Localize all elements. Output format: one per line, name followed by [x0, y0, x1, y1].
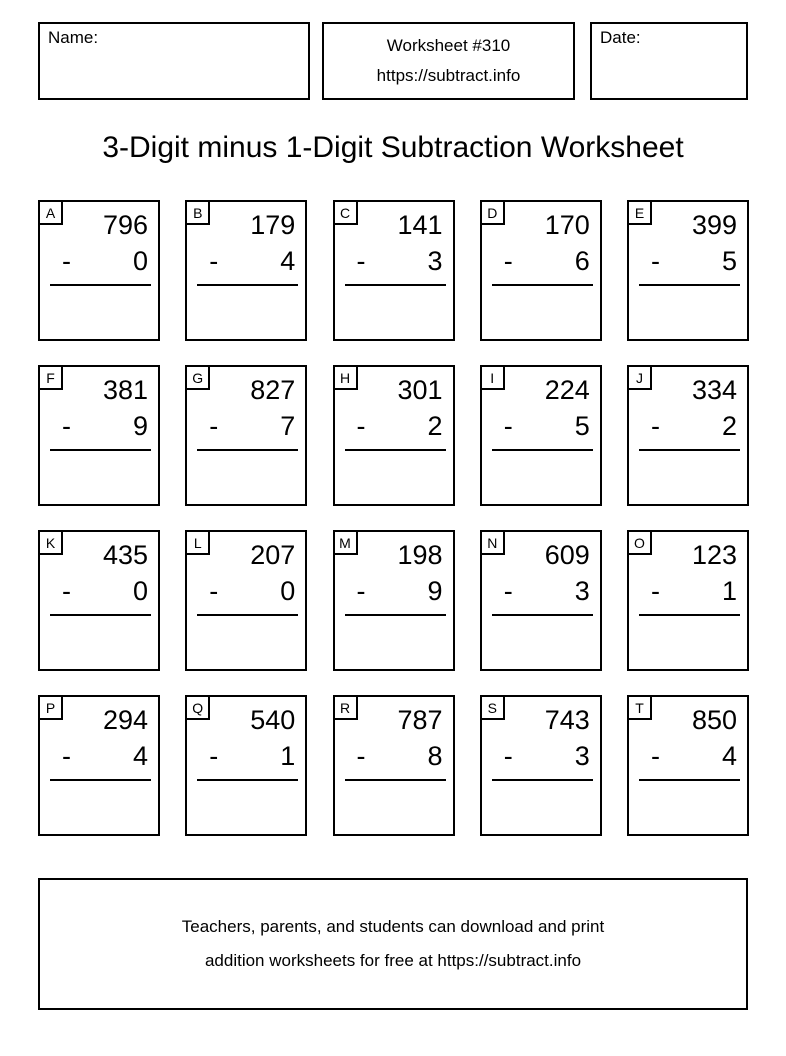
subtrahend: 4 [132, 741, 148, 771]
subtraction-row [482, 408, 600, 444]
footer-line-1: Teachers, parents, and students can download and print [181, 917, 605, 936]
subtrahend: 2 [427, 411, 443, 441]
answer-line [50, 779, 151, 781]
problem-cell-i [480, 365, 602, 506]
problem-letter: S [482, 697, 505, 720]
name-label: Name: [48, 28, 99, 47]
subtraction-row [482, 738, 600, 774]
subtraction-row [40, 408, 158, 444]
answer-line [639, 614, 740, 616]
minuend: 207 [250, 540, 296, 570]
problem-letter: I [482, 367, 505, 390]
problem-letter: C [335, 202, 358, 225]
problem-cell-m [333, 530, 455, 671]
subtrahend: 4 [280, 246, 296, 276]
answer-line [197, 779, 298, 781]
minus-operator: - [651, 576, 660, 606]
subtraction-row [187, 243, 305, 279]
subtraction-row [629, 408, 747, 444]
minuend: 827 [250, 375, 296, 405]
problem-letter: P [40, 697, 63, 720]
subtraction-row [482, 243, 600, 279]
problem-letter: G [187, 367, 210, 390]
subtraction-row [335, 243, 453, 279]
problem-letter: T [629, 697, 652, 720]
answer-line [345, 449, 446, 451]
problem-cell-h [333, 365, 455, 506]
subtrahend: 7 [280, 411, 296, 441]
subtraction-row [629, 573, 747, 609]
subtrahend: 1 [280, 741, 296, 771]
problem-cell-t [627, 695, 749, 836]
subtraction-row [335, 738, 453, 774]
minus-operator: - [503, 411, 513, 441]
subtraction-row [629, 243, 747, 279]
subtrahend: 5 [574, 411, 590, 441]
answer-line [197, 449, 298, 451]
minus-operator: - [503, 576, 513, 606]
problem-cell-o [627, 530, 749, 671]
problem-cell-n [480, 530, 602, 671]
minuend: 399 [691, 210, 737, 240]
minus-operator: - [62, 741, 71, 771]
minuend: 179 [250, 210, 296, 240]
problem-cell-d [480, 200, 602, 341]
problem-cell-b [185, 200, 307, 341]
subtraction-row [40, 243, 158, 279]
minus-operator: - [651, 741, 660, 771]
problem-grid [38, 200, 749, 836]
problem-letter: L [187, 532, 210, 555]
problem-cell-p [38, 695, 160, 836]
minuend: 850 [691, 705, 737, 735]
minus-operator: - [356, 246, 366, 276]
minuend: 123 [691, 540, 737, 570]
answer-line [345, 614, 446, 616]
problem-cell-e [627, 200, 749, 341]
problem-letter: J [629, 367, 652, 390]
problem-cell-q [185, 695, 307, 836]
problem-letter: H [335, 367, 358, 390]
problem-letter: K [40, 532, 63, 555]
minus-operator: - [209, 576, 219, 606]
answer-line [197, 284, 298, 286]
minuend: 198 [397, 540, 443, 570]
answer-line [345, 779, 446, 781]
subtrahend: 3 [574, 576, 590, 606]
worksheet-url: https://subtract.info [376, 66, 521, 85]
minus-operator: - [651, 411, 660, 441]
subtrahend: 6 [574, 246, 590, 276]
minus-operator: - [356, 411, 366, 441]
problem-letter: F [40, 367, 63, 390]
subtrahend: 1 [721, 576, 737, 606]
minuend: 435 [102, 540, 148, 570]
answer-line [50, 284, 151, 286]
answer-line [345, 284, 446, 286]
minus-operator: - [209, 411, 219, 441]
subtrahend: 0 [132, 576, 148, 606]
footer-line-2: addition worksheets for free at https://subtract.info [204, 951, 582, 970]
problem-letter: O [629, 532, 652, 555]
problem-letter: E [629, 202, 652, 225]
worksheet-number: Worksheet #310 [386, 36, 511, 55]
minuend: 301 [397, 375, 443, 405]
problem-cell-g [185, 365, 307, 506]
subtrahend: 9 [132, 411, 148, 441]
subtraction-row [187, 573, 305, 609]
problem-letter: B [187, 202, 210, 225]
answer-line [492, 449, 593, 451]
subtraction-row [187, 408, 305, 444]
minuend: 170 [544, 210, 590, 240]
problem-letter: N [482, 532, 505, 555]
answer-line [492, 779, 593, 781]
answer-line [197, 614, 298, 616]
subtrahend: 0 [132, 246, 148, 276]
answer-line [50, 449, 151, 451]
minuend: 294 [102, 705, 148, 735]
minus-operator: - [209, 741, 219, 771]
problem-letter: D [482, 202, 505, 225]
problem-letter: M [335, 532, 358, 555]
subtrahend: 5 [721, 246, 737, 276]
answer-line [639, 449, 740, 451]
date-label: Date: [600, 28, 641, 47]
problem-letter: Q [187, 697, 210, 720]
subtrahend: 2 [721, 411, 737, 441]
subtraction-row [482, 573, 600, 609]
problem-letter: A [40, 202, 63, 225]
subtraction-row [629, 738, 747, 774]
problem-cell-r [333, 695, 455, 836]
problem-cell-l [185, 530, 307, 671]
problem-letter: R [335, 697, 358, 720]
answer-line [492, 614, 593, 616]
minuend: 609 [544, 540, 590, 570]
minuend: 334 [691, 375, 737, 405]
date-box [590, 22, 748, 100]
minus-operator: - [209, 246, 219, 276]
answer-line [50, 614, 151, 616]
subtrahend: 4 [721, 741, 737, 771]
minus-operator: - [62, 246, 71, 276]
answer-line [639, 779, 740, 781]
minus-operator: - [356, 576, 366, 606]
minus-operator: - [503, 741, 513, 771]
answer-line [492, 284, 593, 286]
problem-cell-a [38, 200, 160, 341]
subtraction-row [335, 408, 453, 444]
subtraction-row [187, 738, 305, 774]
minus-operator: - [651, 246, 660, 276]
minus-operator: - [62, 411, 71, 441]
minus-operator: - [62, 576, 71, 606]
problem-cell-s [480, 695, 602, 836]
minuend: 743 [544, 705, 590, 735]
minuend: 787 [397, 705, 443, 735]
minus-operator: - [503, 246, 513, 276]
worksheet-info-box [322, 22, 575, 100]
subtrahend: 9 [427, 576, 443, 606]
problem-cell-k [38, 530, 160, 671]
subtrahend: 3 [574, 741, 590, 771]
subtrahend: 3 [427, 246, 443, 276]
answer-line [639, 284, 740, 286]
subtraction-row [40, 573, 158, 609]
problem-cell-j [627, 365, 749, 506]
subtraction-row [40, 738, 158, 774]
problem-cell-f [38, 365, 160, 506]
subtrahend: 8 [427, 741, 443, 771]
minuend: 224 [544, 375, 590, 405]
page-title: 3-Digit minus 1-Digit Subtraction Worksheet [102, 131, 684, 164]
minuend: 381 [102, 375, 148, 405]
name-box [38, 22, 310, 100]
problem-cell-c [333, 200, 455, 341]
minuend: 796 [102, 210, 148, 240]
subtraction-row [335, 573, 453, 609]
footer-box [38, 878, 748, 1010]
minus-operator: - [356, 741, 366, 771]
minuend: 540 [250, 705, 296, 735]
minuend: 141 [397, 210, 443, 240]
subtrahend: 0 [280, 576, 296, 606]
